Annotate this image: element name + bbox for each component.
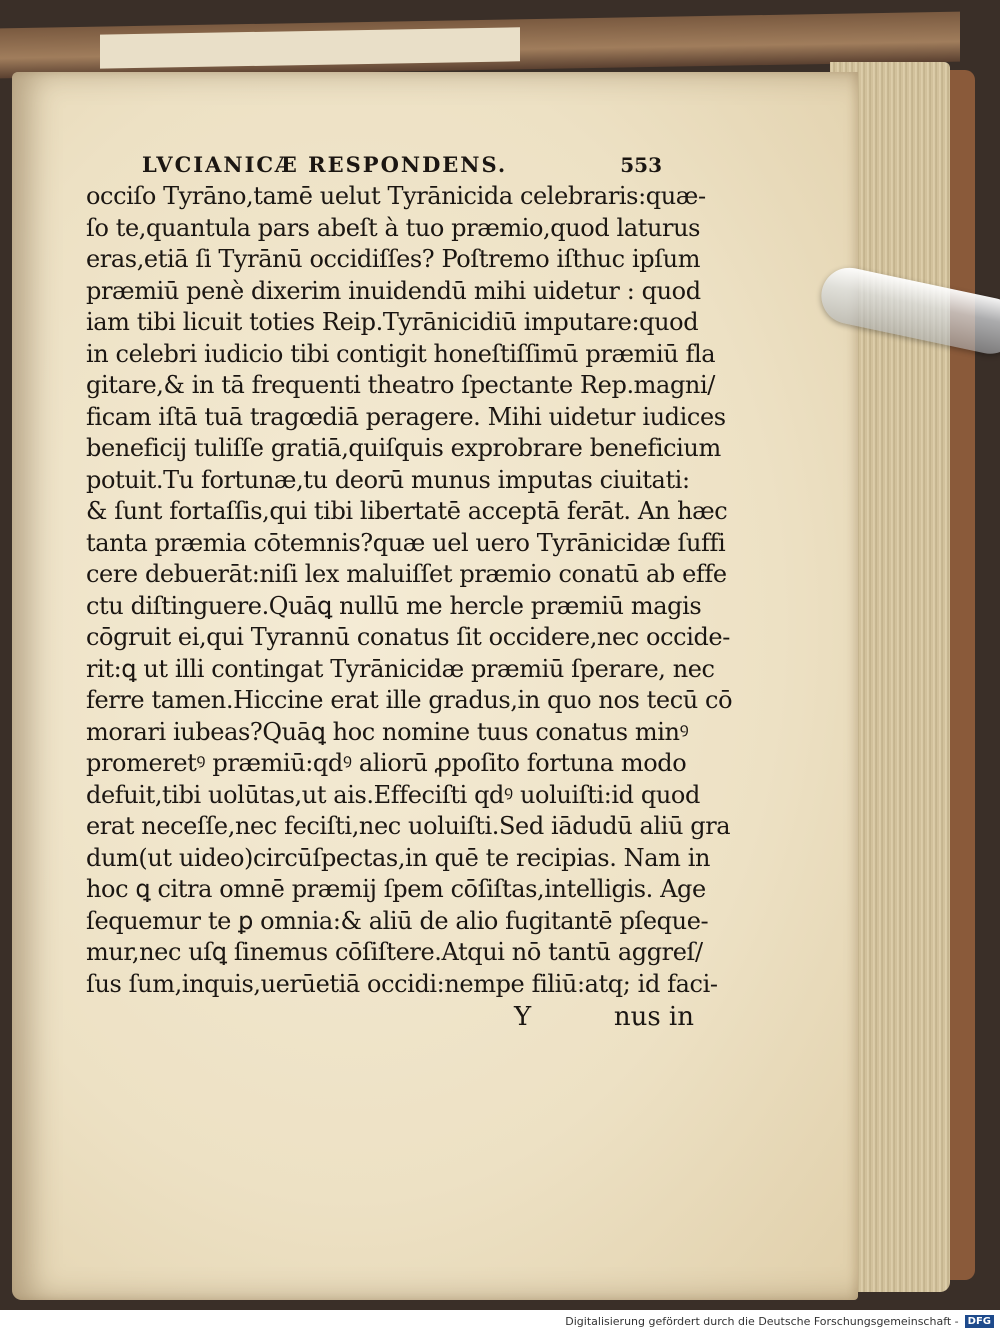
text-line: beneficij tuliſſe gratiā,quiſquis exprobrare beneficium (86, 434, 721, 462)
book-top-edge (0, 12, 960, 79)
text-line: ſo te,quantula pars abeſt à tuo præmio,quod laturus (86, 213, 701, 242)
running-head (142, 152, 662, 177)
text-line: morari iubeas?Quāꝗ hoc nomine tuus conatus minꝰ (86, 717, 689, 746)
text-lines (86, 181, 733, 1000)
text-line: cōgruit ei,qui Tyrannū conatus ſit occidere,nec occide- (86, 623, 730, 651)
signature-mark: Y (514, 1002, 532, 1032)
text-line: cere debuerāt:niſi lex maluiſſet præmio conatū ab effe (86, 560, 727, 588)
text-line: ferre tamen.Hiccine erat ille gradus,in quo nos tecū cō (86, 686, 733, 714)
text-line: occiſo Tyrāno,tamē uelut Tyrānicida celebraris:quæ- (86, 182, 706, 210)
text-line: eras,etiā ſi Tyrānū occidiſſes? Poſtremo iſthuc ipſum (86, 245, 701, 273)
text-line: promeretꝰ præmiū:qdꝰ aliorū ꝓpoſito fortuna modo (86, 749, 687, 777)
text-line: potuit.Tu fortunæ,tu deorū munus imputas ciuitati: (86, 465, 690, 494)
text-line: mur,nec uſꝗ ſinemus cōſiſtere.Atqui nō tantū aggreſ/ (86, 938, 703, 966)
text-line: in celebri iudicio tibi contigit honeſtiſſimū præmiū fla (86, 339, 716, 368)
text-line: dum(ut uideo)circūſpectas,in quē te recipias. Nam in (86, 843, 711, 872)
catchword: nus in (613, 1002, 694, 1032)
funding-credit: Digitalisierung gefördert durch die Deutsche Forschungsgemeinschaft - (565, 1314, 959, 1328)
dfg-logo: DFG (965, 1315, 994, 1328)
text-line: præmiū penè dixerim inuidendū mihi uidetur : quod (86, 276, 701, 305)
text-line: gitare,& in tā frequenti theatro ſpectante Rep.magni/ (86, 371, 715, 399)
text-line: rit:ꝗ ut illi contingat Tyrānicidæ præmiū ſperare, nec (86, 654, 715, 683)
text-line: ſus ſum,inquis,uerūetiā occidi:nempe filiū:atq; id faci- (86, 969, 718, 998)
spine-label-strip (100, 27, 520, 68)
page-text-block (84, 152, 733, 1032)
folio-number: 553 (620, 153, 662, 177)
catchwords (514, 1002, 694, 1032)
text-line: ficam iſtā tuā tragœdiā peragere. Mihi uidetur iudices (86, 402, 726, 431)
text-line: iam tibi licuit toties Reip.Tyrānicidiū imputare:quod (86, 308, 699, 336)
text-line: tanta præmia cōtemnis?quæ uel uero Tyrānicidæ ſuffi (86, 528, 726, 557)
text-line: erat neceſſe,nec feciſti,nec uoluiſti.Sed iādudū aliū gra (86, 812, 731, 840)
footer-bar (0, 1310, 1000, 1332)
running-title: LVCIANICÆ RESPONDENS. (142, 152, 508, 177)
text-line: ſequemur te ꝑ omnia:& aliū de alio fugitantē pſeque- (86, 906, 709, 935)
text-line: defuit,tibi uolūtas,ut ais.Effeciſti qdꝰ uoluiſti:id quod (86, 780, 700, 809)
text-line: & ſunt fortaſſis,qui tibi libertatē acceptā ferāt. An hæc (86, 497, 728, 525)
text-line: ctu diſtinguere.Quāꝗ nullū me hercle præmiū magis (86, 591, 702, 620)
text-line: hoc ꝗ citra omnē præmij ſpem cōſiſtas,intelligis. Age (86, 875, 706, 903)
